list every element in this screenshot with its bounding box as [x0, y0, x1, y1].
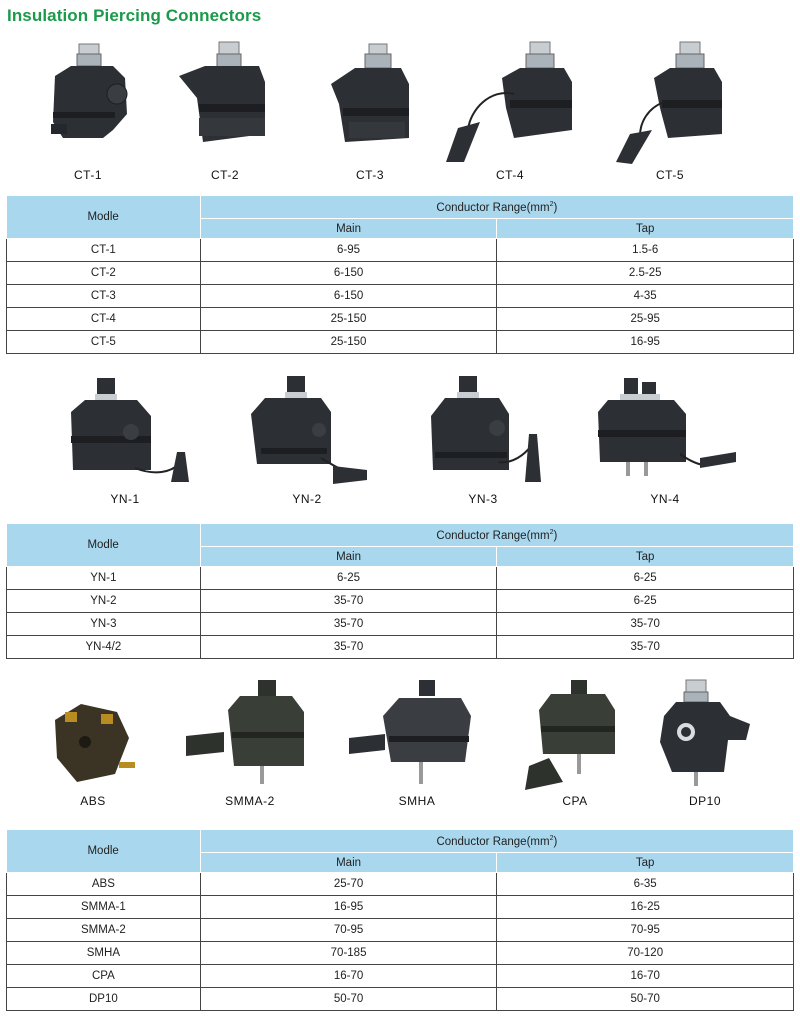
- product-label: YN-3: [468, 492, 498, 506]
- tap-column-header: Tap: [497, 853, 794, 873]
- main-cell: 25-150: [200, 331, 497, 354]
- main-cell: 16-95: [200, 896, 497, 919]
- table-row: [7, 873, 794, 896]
- main-cell: 6-150: [200, 262, 497, 285]
- product-smma-2: [175, 676, 325, 808]
- product-ct-1: [38, 38, 138, 182]
- product-label: SMMA-2: [225, 794, 275, 808]
- model-cell: YN-3: [7, 613, 201, 636]
- model-cell: DP10: [7, 988, 201, 1011]
- table-row: [7, 590, 794, 613]
- model-column-header: Modle: [7, 830, 201, 873]
- table-row: [7, 308, 794, 331]
- connector-smma-2-image: [180, 676, 320, 792]
- table-row: [7, 965, 794, 988]
- tap-cell: 1.5-6: [497, 239, 794, 262]
- tap-cell: 6-25: [497, 590, 794, 613]
- connector-dp10-image: [650, 676, 760, 792]
- product-label: CT-4: [495, 168, 524, 182]
- main-column-header: Main: [200, 219, 497, 239]
- main-cell: 35-70: [200, 590, 497, 613]
- model-cell: SMMA-2: [7, 919, 201, 942]
- model-cell: YN-4/2: [7, 636, 201, 659]
- model-column-header: Modle: [7, 524, 201, 567]
- model-cell: CT-4: [7, 308, 201, 331]
- connector-ct-1-image: [43, 38, 133, 166]
- product-yn-3: [408, 372, 558, 506]
- connector-abs-image: [43, 686, 143, 792]
- model-cell: SMMA-1: [7, 896, 201, 919]
- misc-product-row: [0, 676, 800, 816]
- tap-cell: 6-35: [497, 873, 794, 896]
- table-row: [7, 919, 794, 942]
- model-cell: CT-5: [7, 331, 201, 354]
- yn-product-row: [0, 372, 800, 512]
- product-dp10: [645, 676, 765, 808]
- tap-cell: 70-120: [497, 942, 794, 965]
- yn-spec-table: [6, 523, 794, 659]
- main-cell: 35-70: [200, 636, 497, 659]
- tap-cell: 25-95: [497, 308, 794, 331]
- table-row: [7, 285, 794, 308]
- product-label: CT-3: [355, 168, 384, 182]
- connector-ct-5-image: [610, 38, 730, 166]
- conductor-range-header: Conductor $Range(mm^2)$: [200, 196, 793, 219]
- product-label: YN-2: [292, 492, 322, 506]
- table-row: [7, 567, 794, 590]
- product-ct-3: [320, 38, 420, 182]
- tap-column-header: Tap: [497, 547, 794, 567]
- product-ct-5: [605, 38, 735, 182]
- model-cell: CT-3: [7, 285, 201, 308]
- product-label: YN-1: [110, 492, 140, 506]
- model-cell: CT-2: [7, 262, 201, 285]
- model-cell: CT-1: [7, 239, 201, 262]
- product-ct-4: [435, 38, 585, 182]
- main-cell: 70-185: [200, 942, 497, 965]
- table-row: [7, 988, 794, 1011]
- model-column-header: Modle: [7, 196, 201, 239]
- product-label: CT-1: [73, 168, 102, 182]
- connector-yn-2-image: [237, 372, 377, 490]
- product-label: CPA: [562, 794, 588, 808]
- main-cell: 16-70: [200, 965, 497, 988]
- conductor-range-header: Conductor $Range(mm^2)$: [200, 524, 793, 547]
- connector-yn-1-image: [55, 372, 195, 490]
- table-row: [7, 262, 794, 285]
- connector-cpa-image: [515, 676, 635, 792]
- table-row: [7, 636, 794, 659]
- misc-spec-table: [6, 829, 794, 1011]
- tap-column-header: Tap: [497, 219, 794, 239]
- product-smha: [342, 676, 492, 808]
- connector-ct-3-image: [325, 38, 415, 166]
- tap-cell: 16-95: [497, 331, 794, 354]
- main-cell: 70-95: [200, 919, 497, 942]
- main-cell: 25-70: [200, 873, 497, 896]
- tap-cell: 16-70: [497, 965, 794, 988]
- model-cell: ABS: [7, 873, 201, 896]
- product-yn-4: [585, 372, 745, 506]
- connector-ct-4-image: [440, 38, 580, 166]
- tap-cell: 35-70: [497, 636, 794, 659]
- tap-cell: 6-25: [497, 567, 794, 590]
- main-cell: 6-95: [200, 239, 497, 262]
- product-cpa: [510, 676, 640, 808]
- product-yn-2: [232, 372, 382, 506]
- connector-ct-2-image: [175, 38, 275, 166]
- product-label: ABS: [80, 794, 106, 808]
- tap-cell: 16-25: [497, 896, 794, 919]
- table-row: [7, 331, 794, 354]
- page-title: Insulation Piercing Connectors: [7, 6, 262, 25]
- tap-cell: 50-70: [497, 988, 794, 1011]
- main-cell: 6-25: [200, 567, 497, 590]
- tap-cell: 4-35: [497, 285, 794, 308]
- main-cell: 50-70: [200, 988, 497, 1011]
- main-column-header: Main: [200, 853, 497, 873]
- table-row: [7, 613, 794, 636]
- tap-cell: 70-95: [497, 919, 794, 942]
- conductor-range-header: Conductor $Range(mm^2)$: [200, 830, 793, 853]
- connector-smha-image: [347, 676, 487, 792]
- model-cell: CPA: [7, 965, 201, 988]
- ct-product-row: [0, 36, 800, 186]
- tap-cell: 35-70: [497, 613, 794, 636]
- table-row: [7, 942, 794, 965]
- connector-yn-3-image: [413, 372, 553, 490]
- ct-spec-table: [6, 195, 794, 354]
- product-label: SMHA: [398, 794, 436, 808]
- main-column-header: Main: [200, 547, 497, 567]
- model-cell: YN-1: [7, 567, 201, 590]
- product-label: DP10: [688, 794, 722, 808]
- product-abs: [38, 686, 148, 808]
- model-cell: SMHA: [7, 942, 201, 965]
- table-row: [7, 896, 794, 919]
- main-cell: 35-70: [200, 613, 497, 636]
- product-label: YN-4: [650, 492, 680, 506]
- main-cell: 6-150: [200, 285, 497, 308]
- connector-yn-4-image: [590, 372, 740, 490]
- product-ct-2: [170, 38, 280, 182]
- table-row: [7, 239, 794, 262]
- product-yn-1: [50, 372, 200, 506]
- main-cell: 25-150: [200, 308, 497, 331]
- tap-cell: 2.5-25: [497, 262, 794, 285]
- model-cell: YN-2: [7, 590, 201, 613]
- product-label: CT-5: [655, 168, 684, 182]
- product-label: CT-2: [210, 168, 239, 182]
